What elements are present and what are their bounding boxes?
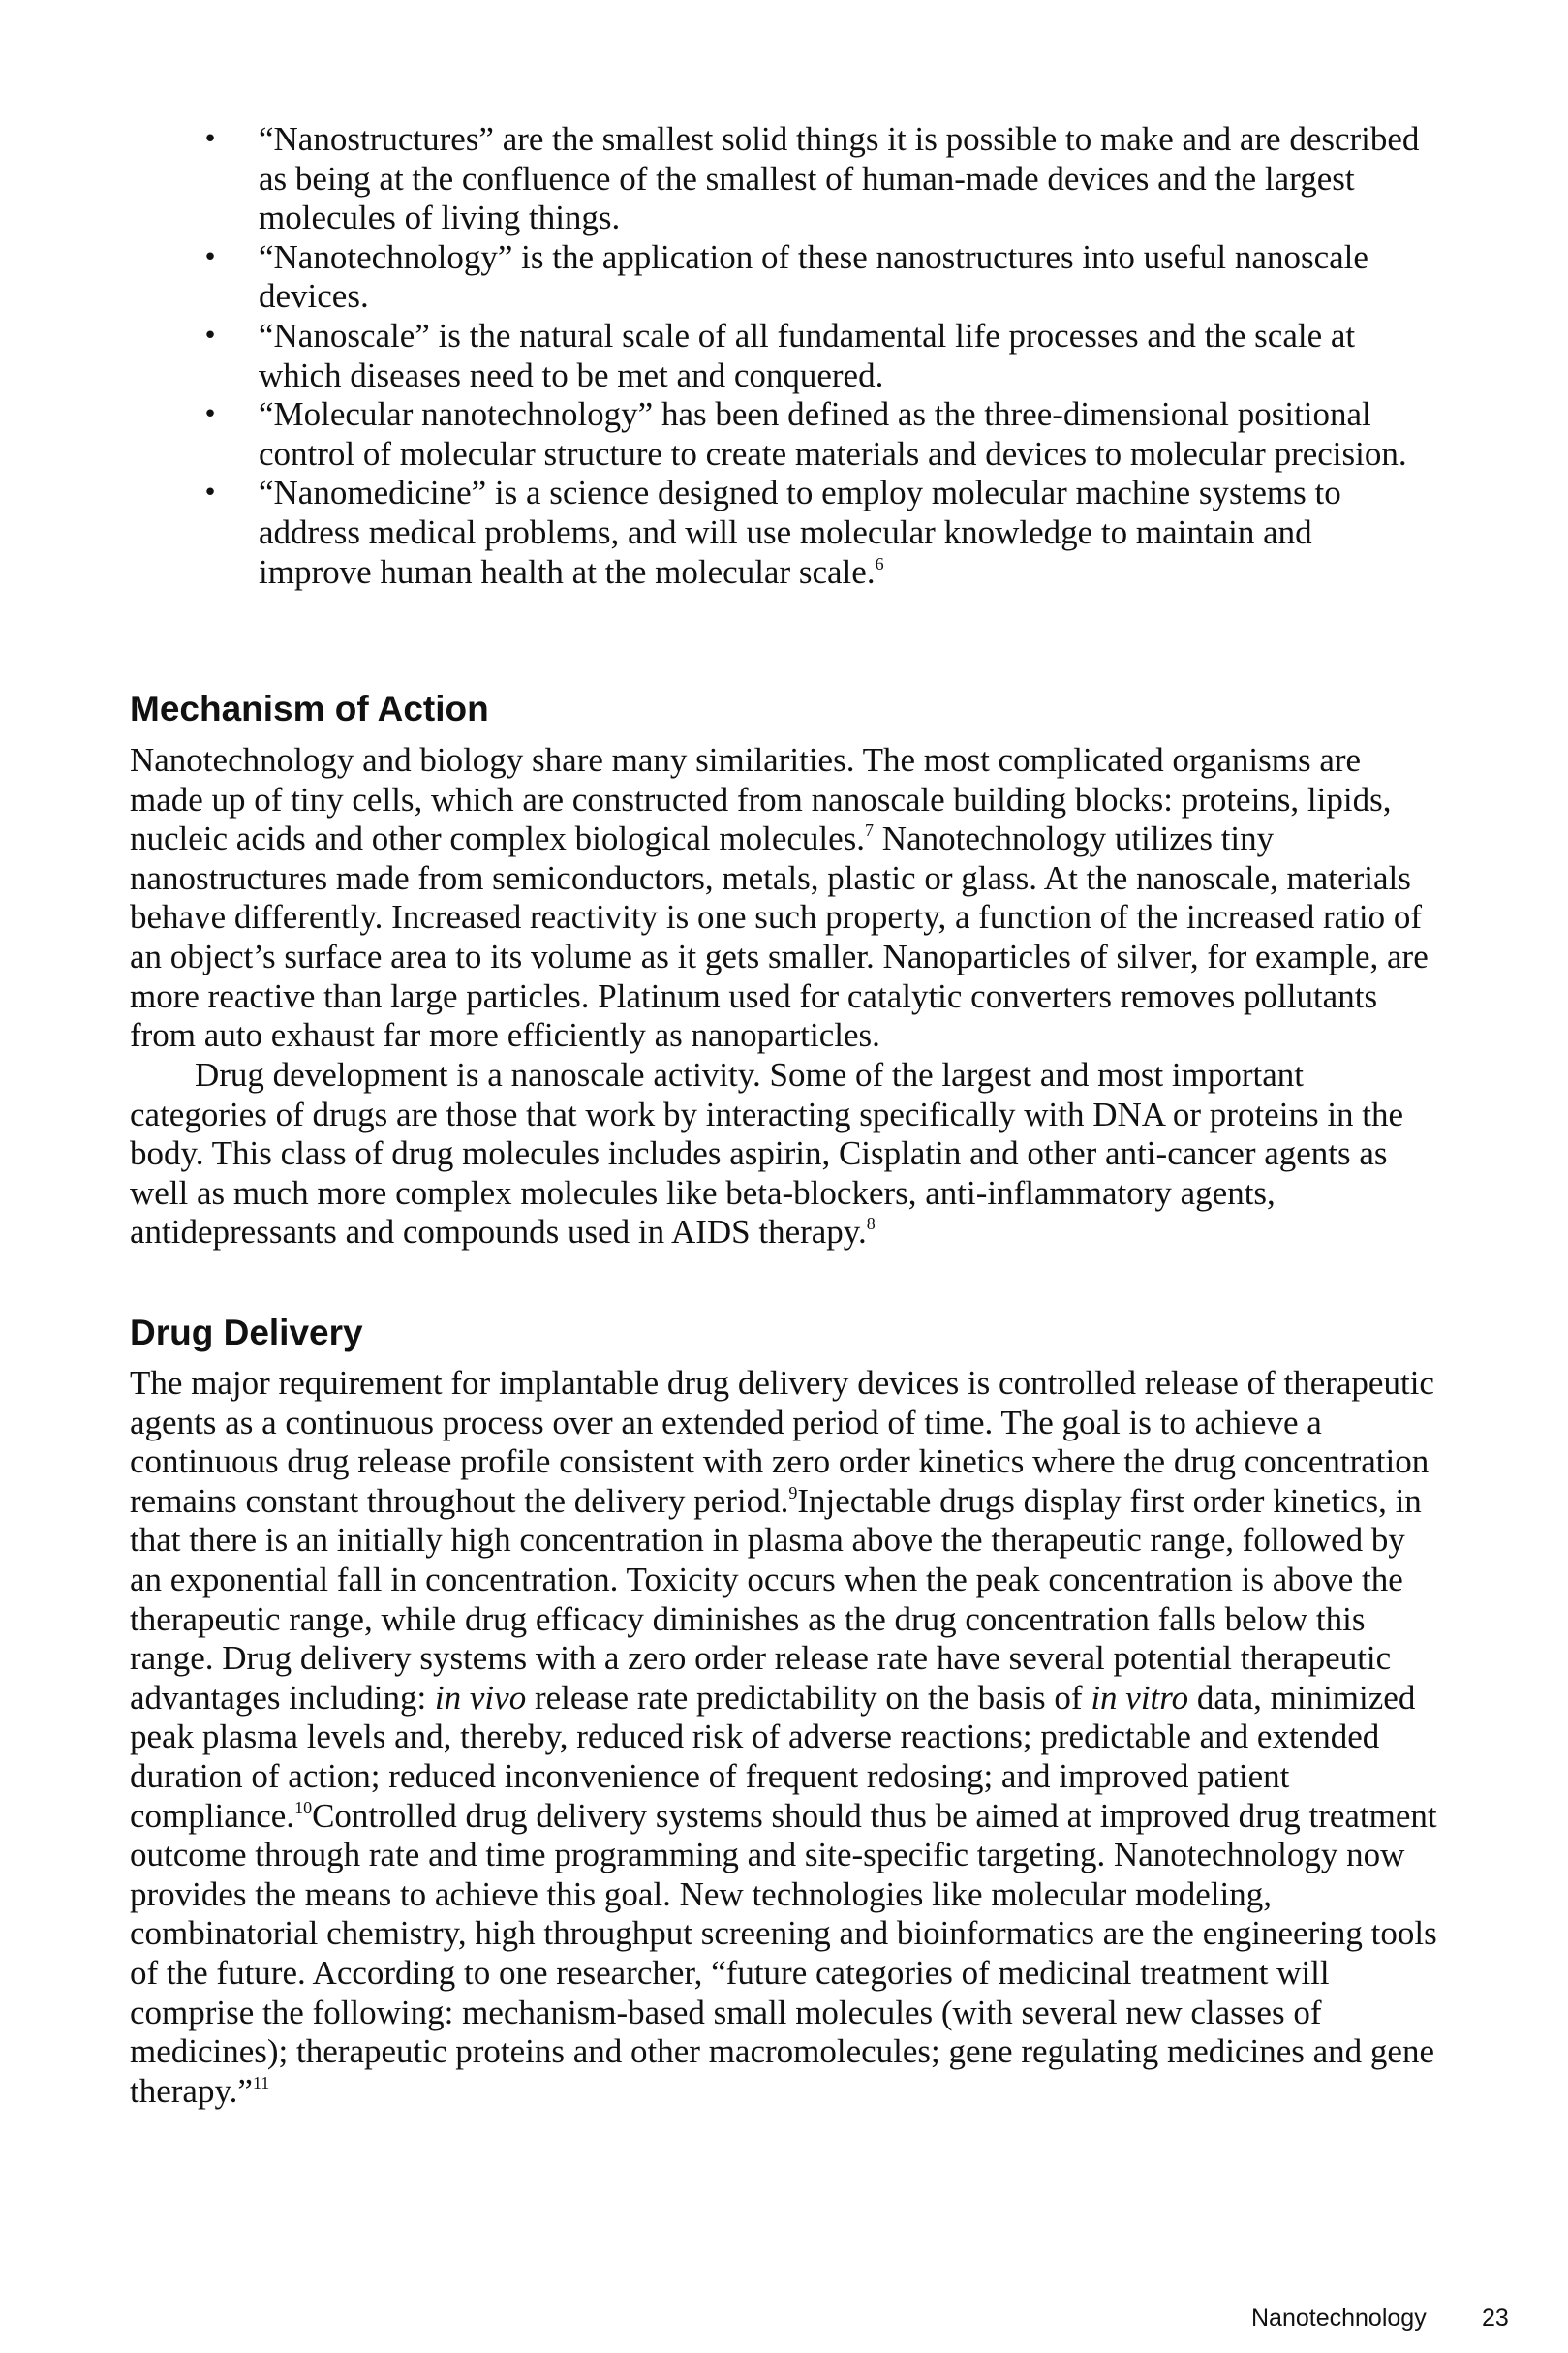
list-item-text: “Molecular nanotechnology” has been defined as the three-dimensional positional control of molecular structure to create materials and devices to molecular precision.: [259, 395, 1407, 473]
italic-term: in vivo: [434, 1678, 527, 1717]
section-heading-mechanism: Mechanism of Action: [130, 689, 489, 728]
list-item: [202, 474, 1430, 592]
footnote-ref-7: 7: [865, 820, 875, 841]
bullet-icon: •: [202, 125, 218, 154]
footer-title: Nanotechnology: [1251, 2305, 1427, 2332]
footnote-ref-10: 10: [294, 1797, 313, 1817]
paragraph-text: Injectable drugs display first order kinetics, in that there is an initially high concentration in plasma above the therapeutic range, followed by an exponential fall in concentration. Toxicity occurs when the peak concentration is above the therapeutic range, while drug efficacy diminishes as the drug concentration falls below this range. Drug delivery systems with a zero order release rate have several potential therapeutic advantages including:: [130, 1481, 1422, 1717]
list-item: [202, 395, 1430, 474]
paragraph-text: Drug development is a nanoscale activity. Some of the largest and most important categories of drugs are those that work by interacting specifically with DNA or proteins in the body. This class of drug molecules includes aspirin, Cisplatin and other anti-cancer agents as well as much more complex molecules like beta-blockers, anti-inflammatory agents, antidepressants and compounds used in AIDS therapy.: [130, 1056, 1404, 1252]
list-item: [202, 237, 1430, 317]
italic-term: in vitro: [1091, 1678, 1189, 1717]
paragraph-text: Nanotechnology and biology share many similarities. The most complicated organisms are made up of tiny cells, which are constructed from nanoscale building blocks: proteins, lipids, nucleic acids and other complex biological molecules.: [130, 741, 1392, 858]
bullet-icon: •: [202, 400, 218, 430]
paragraph-text: release rate predictability on the basis of: [526, 1678, 1091, 1717]
footnote-ref-11: 11: [252, 2072, 270, 2092]
list-item-text: “Nanomedicine” is a science designed to employ molecular machine systems to address medical problems, and will use molecular knowledge to maintain and improve human health at the molecular scale.: [259, 474, 1341, 591]
footnote-ref-6: 6: [875, 553, 884, 573]
mechanism-paragraph-2: [130, 1056, 1439, 1253]
paragraph-text: data, minimized peak plasma levels and, thereby, reduced risk of adverse reactions; predictable and extended duration of action; reduced inconvenience of frequent redosing; and improved patient compliance.: [130, 1678, 1416, 1835]
paragraph-text: Nanotechnology utilizes tiny nanostructures made from semiconductors, metals, plastic or glass. At the nanoscale, materials behave differently. Increased reactivity is one such property, a function of the increased ratio of an object’s surface area to its volume as it gets smaller. Nanoparticles of silver, for example, are more reactive than large particles. Platinum used for catalytic converters removes pollutants from auto exhaust far more efficiently as nanoparticles.: [130, 820, 1429, 1055]
section-heading-drug-delivery: Drug Delivery: [130, 1313, 363, 1352]
mechanism-paragraph-1: [130, 741, 1439, 1056]
bullet-icon: •: [202, 479, 218, 509]
footnote-ref-9: 9: [788, 1482, 798, 1502]
list-item-text: “Nanoscale” is the natural scale of all fundamental life processes and the scale at which diseases need to be met and conquered.: [259, 316, 1356, 394]
drug-delivery-paragraph: [130, 1364, 1439, 2111]
paragraph-text: Controlled drug delivery systems should thus be aimed at improved drug treatment outcome through rate and time programming and site-specific targeting. Nanotechnology now provides the means to achieve this goal. New technologies like molecular modeling, combinatorial chemistry, high throughput screening and bioinformatics are the engineering tools of the future. According to one researcher, “future categories of medicinal treatment will comprise the following: mechanism-based small molecules (with several new classes of medicines); therapeutic proteins and other macromolecules; gene regulating medicines and gene therapy.”: [130, 1796, 1437, 2110]
list-item-text: “Nanotechnology” is the application of these nanostructures into useful nanoscale devices.: [259, 237, 1368, 316]
page-number: 23: [1482, 2305, 1509, 2332]
bullet-icon: •: [202, 321, 218, 351]
list-item: [202, 120, 1430, 238]
footnote-ref-8: 8: [866, 1214, 876, 1234]
list-item: [202, 316, 1430, 395]
list-item-text: “Nanostructures” are the smallest solid things it is possible to make and are described as being at the confluence of the smallest of human-made devices and the largest molecules of living things.: [259, 120, 1420, 237]
bullet-icon: •: [202, 242, 218, 272]
definitions-list: [202, 120, 1430, 592]
paragraph-text: The major requirement for implantable drug delivery devices is controlled release of therapeutic agents as a continuous process over an extended period of time. The goal is to achieve a continuous drug release profile consistent with zero order kinetics where the drug concentration remains constant throughout the delivery period.: [130, 1364, 1434, 1520]
